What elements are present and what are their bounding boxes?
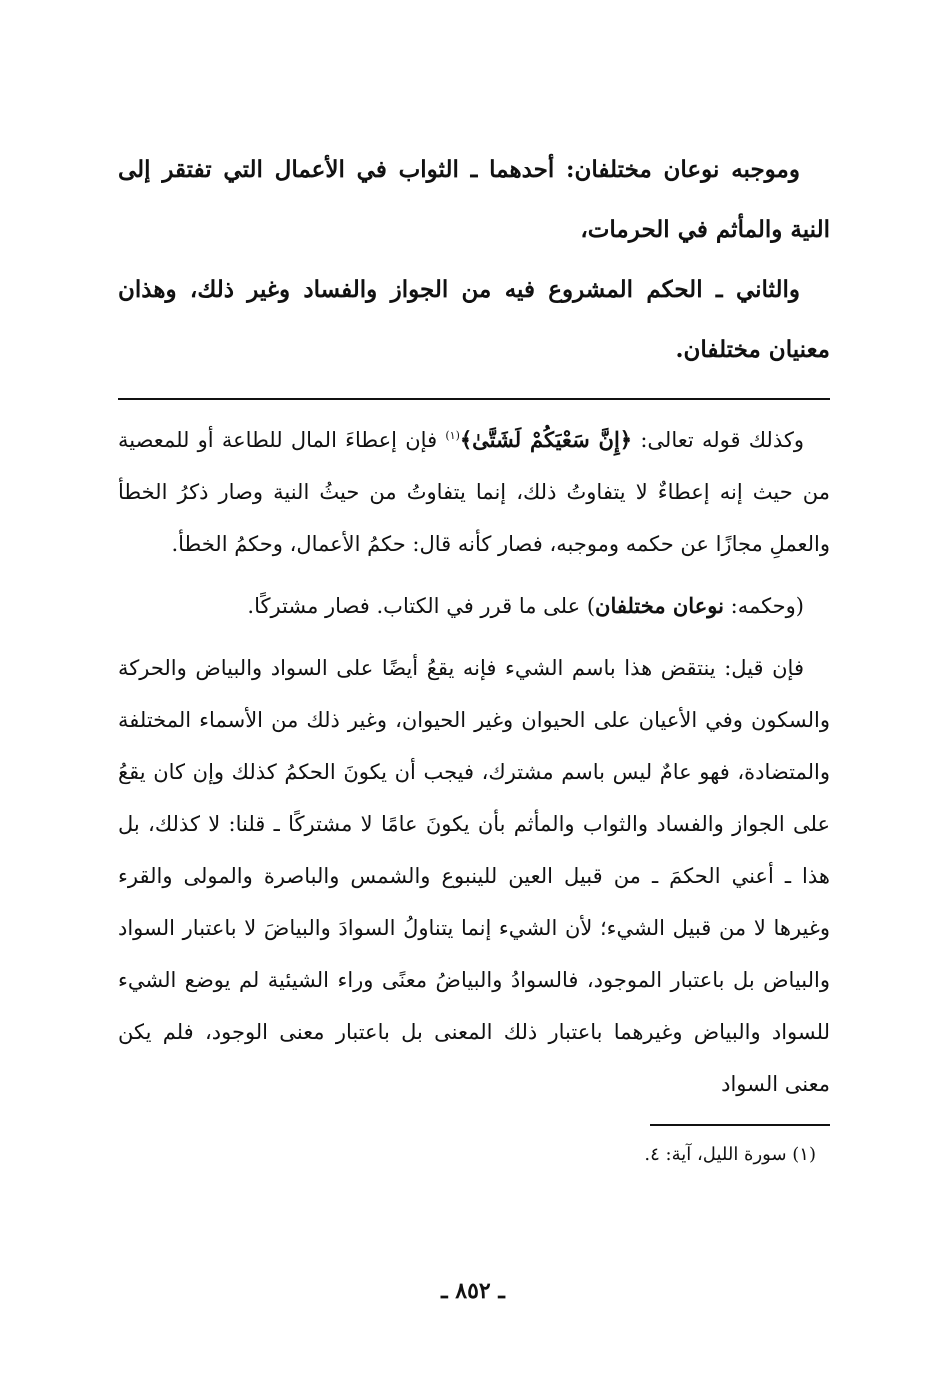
sharh-p1-body: فإن إعطاءَ المال للطاعة أو للمعصية من حيث إنه إعطاءٌ لا يتفاوتُ ذلك، إنما يتفاوتُ من حيثُ النية وصار ذكرُ الخطأ والعملِ مجازًا عن حكمه وموجبه، فصار كأنه قال: حكمُ الأعمال، وحكمُ الخطأ.	[118, 428, 830, 556]
matn-paragraph-1: وموجبه نوعان مختلفان: أحدهما ـ الثواب في الأعمال التي تفتقر إلى النية والمأثم في الحرمات،	[118, 156, 830, 243]
sharh-p2-open: (وحكمه:	[723, 594, 804, 618]
page-number: ـ ٨٥٢ ـ	[441, 1278, 505, 1304]
footnote: (١) سورة الليل، آية: ٤.	[644, 1144, 816, 1165]
sharh-text	[118, 410, 830, 1110]
footnote-reference: (١)	[445, 429, 460, 442]
matn-paragraph-2: والثاني ـ الحكم المشروع فيه من الجواز والفساد وغير ذلك، وهذان معنيان مختلفان.	[118, 276, 830, 363]
page-body	[118, 140, 830, 1170]
sharh-paragraph-3: فإن قيل: ينتقض هذا باسم الشيء فإنه يقعُ أيضًا على السواد والبياض والحركة والسكون وفي الأعيان على الحيوان وغير الحيوان، وغير ذلك من الأسماء المختلفة والمتضادة، فهو عامٌ ليس باسم مشترك، فيجب أن يكونَ الحكمُ كذلك وإن كان يقعُ على الجواز والفساد والثواب والمأثم بأن يكونَ عامًا لا مشتركًا ـ قلنا: لا كذلك، بل هذا ـ أعني الحكمَ ـ من قبيل العين للينبوع والشمس والباصرة والمولى والقرء وغيرها لا من قبيل الشيء؛ لأن الشيء إنما يتناولُ السوادَ والبياضَ لا باعتبار السواد والبياض بل باعتبار الموجود، فالسوادُ والبياضُ معنًى وراء الشيئية لم يوضع الشيء للسواد والبياض وغيرهما باعتبار ذلك المعنى بل باعتبار معنى الوجود، فلم يكن معنى السواد	[118, 656, 830, 1096]
sharh-p2-quote: نوعان مختلفان	[595, 593, 724, 618]
footnote-separator	[650, 1124, 830, 1126]
quran-verse: ﴿إِنَّ سَعْيَكُمْ لَشَتَّىٰ﴾	[459, 427, 633, 452]
sharh-p2-rest: ) على ما قرر في الكتاب. فصار مشتركًا.	[247, 594, 596, 618]
matn-text	[118, 140, 830, 380]
sharh-p1-intro: وكذلك قوله تعالى:	[632, 428, 804, 452]
sharh-paragraph-1	[118, 410, 830, 570]
separator-line	[118, 398, 830, 400]
sharh-paragraph-2	[118, 580, 830, 632]
